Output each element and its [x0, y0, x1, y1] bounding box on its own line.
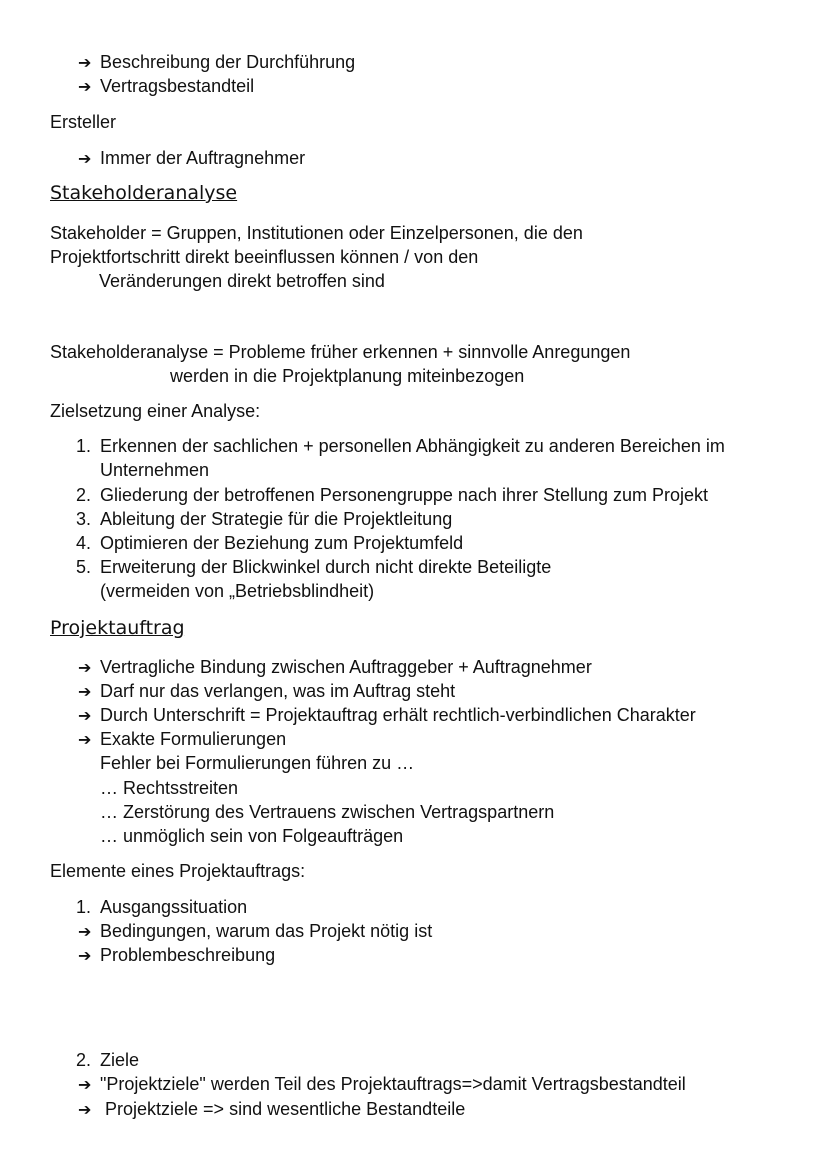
error-item: … Zerstörung des Vertrauens zwischen Vertragspartnern	[100, 802, 555, 822]
bullet-item: ➔ Bedingungen, warum das Projekt nötig ist	[78, 921, 433, 941]
arrow-icon: ➔	[78, 77, 92, 96]
arrow-icon: ➔	[78, 53, 92, 72]
arrow-icon: ➔	[78, 682, 92, 701]
goal-item: 5. Erweiterung der Blickwinkel durch nicht direkte Beteiligte	[76, 557, 552, 577]
bullet-item: ➔ Immer der Auftragnehmer	[78, 148, 306, 168]
bullet-item: ➔ Exakte Formulierungen	[78, 729, 287, 749]
definition-line: Projektfortschritt direkt beeinflussen können / von den	[50, 247, 479, 267]
arrow-icon: ➔	[78, 922, 92, 941]
bullet-item: ➔ Darf nur das verlangen, was im Auftrag steht	[78, 681, 456, 701]
section-heading-stakeholderanalyse: Stakeholderanalyse	[50, 182, 238, 204]
goal-item-continuation: (vermeiden von „Betriebsblindheit)	[100, 581, 375, 601]
element-item: 2. Ziele	[76, 1050, 140, 1070]
goal-item: 3. Ableitung der Strategie für die Projektleitung	[76, 509, 453, 529]
arrow-icon: ➔	[78, 706, 92, 725]
elements-label: Elemente eines Projektauftrags:	[50, 861, 306, 881]
bullet-item: ➔ "Projektziele" werden Teil des Projektauftrags=>damit Vertragsbestandteil	[78, 1074, 686, 1094]
arrow-icon: ➔	[78, 1100, 92, 1119]
error-item: … unmöglich sein von Folgeaufträgen	[100, 826, 404, 846]
arrow-icon: ➔	[78, 658, 92, 677]
element-item: 1. Ausgangssituation	[76, 897, 248, 917]
goal-item: 2. Gliederung der betroffenen Personengruppe nach ihrer Stellung zum Projekt	[76, 485, 709, 505]
arrow-icon: ➔	[78, 1075, 92, 1094]
goal-item: 1. Erkennen der sachlichen + personellen Abhängigkeit zu anderen Bereichen im	[76, 436, 725, 456]
ersteller-label: Ersteller	[50, 112, 117, 132]
definition-line: Veränderungen direkt betroffen sind	[99, 271, 385, 291]
error-item: … Rechtsstreiten	[100, 778, 239, 798]
bullet-item: ➔ Vertragsbestandteil	[78, 76, 255, 96]
goal-item-continuation: Unternehmen	[100, 460, 210, 480]
definition-line: Stakeholder = Gruppen, Institutionen oder Einzelpersonen, die den	[50, 223, 583, 243]
bullet-item: ➔ Durch Unterschrift = Projektauftrag erhält rechtlich-verbindlichen Charakter	[78, 705, 696, 725]
arrow-icon: ➔	[78, 946, 92, 965]
section-heading-projektauftrag: Projektauftrag	[50, 617, 185, 639]
bullet-item: ➔ Beschreibung der Durchführung	[78, 52, 356, 72]
bullet-item: ➔ Vertragliche Bindung zwischen Auftraggeber + Auftragnehmer	[78, 657, 592, 677]
bullet-item: ➔ Problembeschreibung	[78, 945, 276, 965]
bullet-item: ➔ Projektziele => sind wesentliche Bestandteile	[78, 1099, 466, 1119]
arrow-icon: ➔	[78, 149, 92, 168]
arrow-icon: ➔	[78, 730, 92, 749]
analysis-line: Stakeholderanalyse = Probleme früher erkennen + sinnvolle Anregungen	[50, 342, 631, 362]
goal-item: 4. Optimieren der Beziehung zum Projektumfeld	[76, 533, 464, 553]
analysis-line: werden in die Projektplanung miteinbezogen	[170, 366, 525, 386]
errors-intro: Fehler bei Formulierungen führen zu …	[100, 753, 415, 773]
goal-label: Zielsetzung einer Analyse:	[50, 401, 261, 421]
